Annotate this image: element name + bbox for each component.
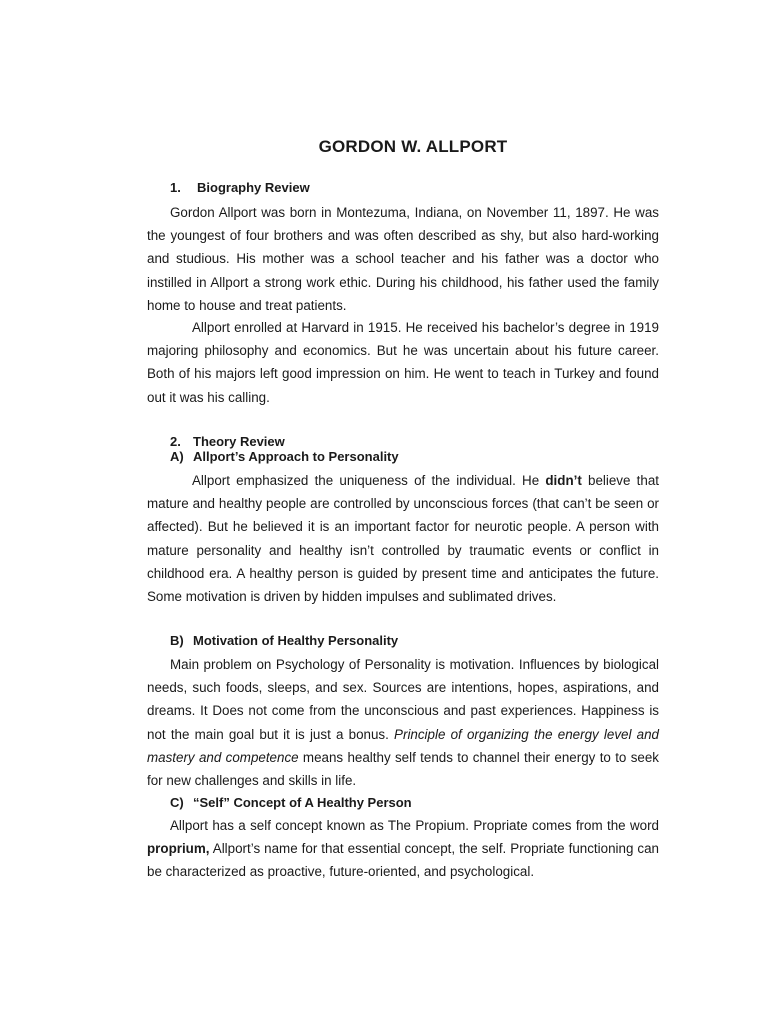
paragraph-text: Allport emphasized the uniqueness of the individual. He (192, 473, 546, 488)
subsection-heading-c (170, 795, 412, 810)
section-heading-biography (170, 180, 310, 195)
section-number: 1. (170, 180, 181, 195)
emphasis-italic: Principle of organizing the energy level and mastery and competence (147, 726, 659, 765)
section-heading-text: Theory Review (193, 434, 285, 449)
subsection-heading-b (170, 633, 398, 648)
subsection-heading-a (170, 449, 399, 464)
section-number: 2. (170, 434, 181, 449)
subsection-heading-text: “Self” Concept of A Healthy Person (193, 795, 412, 810)
paragraph-text: means healthy self tends to channel their energy to to seek for new challenges and skills in life. (147, 749, 659, 789)
subsection-label: C) (170, 795, 184, 810)
subsection-label: B) (170, 633, 184, 648)
subsection-heading-text: Allport’s Approach to Personality (193, 449, 399, 464)
paragraph-text: Main problem on Psychology of Personality is motivation. Influences by biological needs, such foods, sleeps, and sex. Sources are intentions, hopes, aspirations, and dreams. It Does not come from the unconscious and past experiences. Happiness is not the main goal but it is just a bonus. (147, 657, 659, 742)
paragraph-motivation (147, 653, 659, 792)
emphasis-bold: proprium, (147, 841, 210, 857)
paragraph-biography-1 (147, 201, 659, 317)
subsection-label: A) (170, 449, 184, 464)
document-title: GORDON W. ALLPORT (318, 137, 508, 156)
section-heading-theory (170, 434, 285, 449)
paragraph-text: Gordon Allport was born in Montezuma, Indiana, on November 11, 1897. He was the youngest of four brothers and was often described as shy, but also hard-working and studious. His mother was a school teacher and his father was a doctor who instilled in Allport a strong work ethic. During his childhood, his father used the family home to house and treat patients. (147, 205, 659, 313)
paragraph-text: Allport has a self concept known as The Propium. Propriate comes from the word (170, 818, 659, 833)
paragraph-text: believe that mature and healthy people are controlled by unconscious forces (that can’t be seen or affected). But he believed it is an important factor for neurotic people. A person with mature personality and healthy isn’t controlled by traumatic events or conflict in childhood era. A healthy person is guided by present time and anticipates the future. Some motivation is driven by hidden impulses and sublimated drives. (147, 473, 659, 605)
section-heading-text: Biography Review (197, 180, 310, 195)
emphasis-bold: didn’t (545, 473, 582, 488)
paragraph-biography-2 (147, 316, 659, 409)
paragraph-text: Allport enrolled at Harvard in 1915. He received his bachelor’s degree in 1919 majoring philosophy and economics. But he was uncertain about his future career. Both of his majors left good impression on him. He went to teach in Turkey and found out it was his calling. (147, 320, 659, 405)
paragraph-text: Allport’s name for that essential concept, the self. Propriate functioning can be characterized as proactive, future-oriented, and psychological. (147, 841, 659, 880)
paragraph-approach (147, 469, 659, 608)
paragraph-self-concept (147, 814, 659, 884)
subsection-heading-text: Motivation of Healthy Personality (193, 633, 399, 648)
